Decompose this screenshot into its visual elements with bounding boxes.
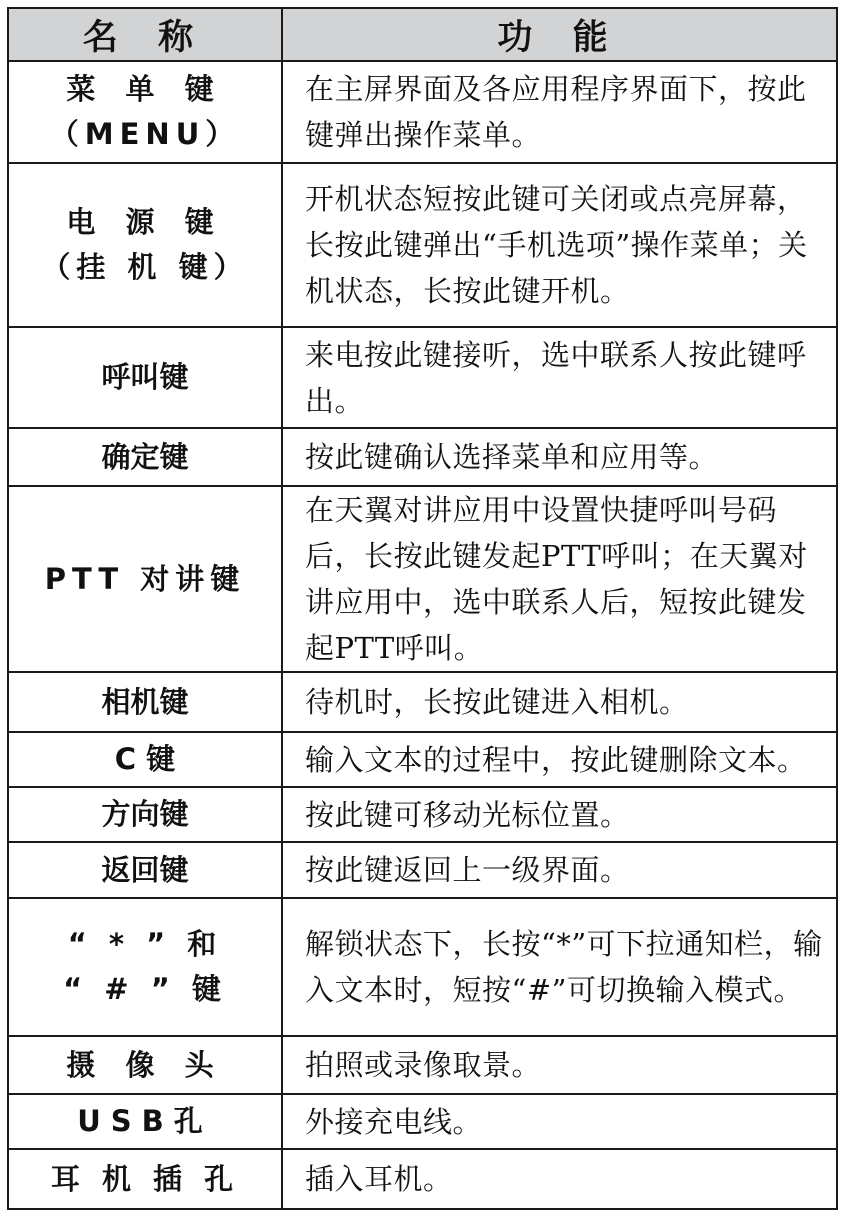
table-row (8, 1036, 837, 1094)
key-name: “ * ” 和 (67, 927, 223, 961)
table-row (8, 842, 837, 898)
key-name: PTT 对讲键 (44, 561, 246, 596)
key-function: 外接充电线。 (282, 1094, 837, 1149)
key-function: 来电按此键接听，选中联系人按此键呼出。 (282, 327, 837, 428)
key-name-sub: “ # ” 键 (63, 972, 227, 1006)
key-name-cell (8, 732, 282, 787)
table-row (8, 672, 837, 732)
key-name: C 键 (114, 742, 176, 776)
key-function: 在主屏界面及各应用程序界面下，按此键弹出操作菜单。 (282, 61, 837, 163)
key-name-cell (8, 1149, 282, 1209)
table-row (8, 732, 837, 787)
table-row (8, 787, 837, 842)
key-function: 输入文本的过程中，按此键删除文本。 (282, 732, 837, 787)
key-name-cell (8, 1094, 282, 1149)
table-row (8, 327, 837, 428)
key-name: 相机键 (101, 684, 189, 719)
key-function: 开机状态短按此键可关闭或点亮屏幕，长按此键弹出“手机选项”操作菜单；关机状态，长按此键开机。 (282, 163, 837, 327)
key-name: 菜 单 键 (66, 72, 224, 106)
table-row (8, 486, 837, 672)
header-name: 名 称 (8, 8, 282, 61)
key-function: 按此键可移动光标位置。 (282, 787, 837, 842)
key-name-cell (8, 842, 282, 898)
key-name-cell (8, 486, 282, 672)
key-name-cell (8, 163, 282, 327)
key-name-sub: （MENU） (49, 117, 241, 151)
key-name-cell (8, 428, 282, 486)
key-name-cell (8, 327, 282, 428)
key-name-cell (8, 61, 282, 163)
table-row (8, 898, 837, 1036)
table-row (8, 163, 837, 327)
key-name-sub: （挂 机 键） (41, 250, 249, 284)
key-name: 呼叫键 (101, 360, 189, 394)
key-name: 确定键 (101, 439, 189, 474)
key-function: 在天翼对讲应用中设置快捷呼叫号码后，长按此键发起PTT呼叫；在天翼对讲应用中，选中联系人后，短按此键发起PTT呼叫。 (282, 486, 837, 672)
key-name-cell (8, 1036, 282, 1094)
key-function: 按此键返回上一级界面。 (282, 842, 837, 898)
key-function: 待机时，长按此键进入相机。 (282, 672, 837, 732)
key-function: 拍照或录像取景。 (282, 1036, 837, 1094)
key-function: 按此键确认选择菜单和应用等。 (282, 428, 837, 486)
table-row (8, 428, 837, 486)
key-name: 返回键 (101, 852, 189, 887)
key-name: 摄 像 头 (66, 1047, 224, 1082)
key-name: 耳 机 插 孔 (50, 1161, 240, 1196)
key-name-cell (8, 787, 282, 842)
key-function: 解锁状态下，长按“*”可下拉通知栏，输入文本时，短按“#”可切换输入模式。 (282, 898, 837, 1036)
key-name: 方向键 (101, 797, 189, 831)
key-function-table (7, 7, 838, 1210)
key-function: 插入耳机。 (282, 1149, 837, 1209)
key-name: USB孔 (77, 1104, 213, 1138)
key-name: 电 源 键 (66, 205, 224, 239)
header-function: 功 能 (282, 8, 837, 61)
key-name-cell (8, 898, 282, 1036)
table-row (8, 1149, 837, 1209)
header-row (8, 8, 837, 61)
table-row (8, 1094, 837, 1149)
key-name-cell (8, 672, 282, 732)
table-row (8, 61, 837, 163)
